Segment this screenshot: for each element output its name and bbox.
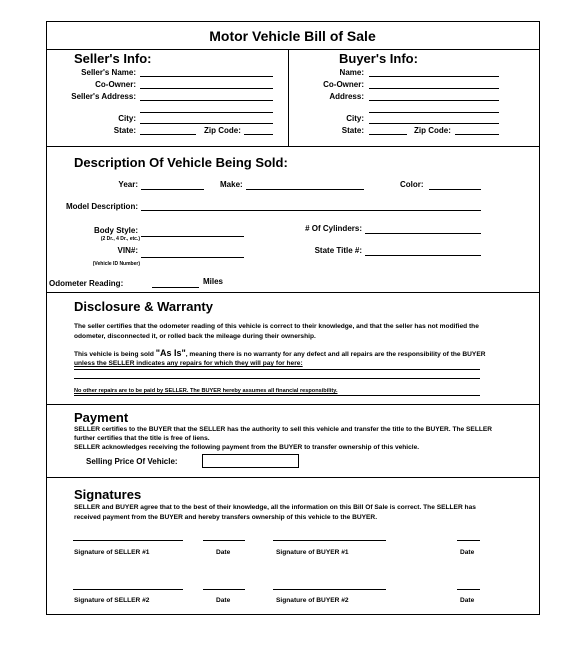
make-label: Make: [220,180,243,189]
seller-coowner-label: Co-Owner: [95,80,136,89]
seller-name-label: Seller's Name: [81,68,136,77]
buyer-address-field[interactable] [369,100,499,101]
color-label: Color: [400,180,424,189]
buyer1-signature-field[interactable] [273,540,386,541]
buyer2-signature-field[interactable] [273,589,386,590]
signatures-line1: SELLER and BUYER agree that to the best of their knowledge, all the information on this Bill Of Sale is correct. The SELLER has [74,504,476,511]
buyer2-date-label: Date [460,597,475,604]
payment-line1: SELLER certifies to the BUYER that the SELLER has the authority to sell this vehicle and transfer the title to the BUYER. The SELLER [74,426,493,433]
selling-price-label: Selling Price Of Vehicle: [86,457,178,466]
buyer-name-label: Name: [339,68,364,77]
buyer-heading: Buyer's Info: [339,51,418,66]
vin-field[interactable] [141,257,244,258]
seller-state-field[interactable] [140,134,196,135]
buyer-state-label: State: [341,126,364,135]
repairs-field-2[interactable] [74,378,480,379]
odometer-label: Odometer Reading: [49,279,124,288]
selling-price-field[interactable] [202,454,299,468]
repairs-statement: unless the SELLER indicates any repairs for which they will pay for here: [74,360,303,367]
seller1-signature-field[interactable] [73,540,183,541]
signatures-heading: Signatures [74,487,142,502]
vehicle-heading: Description Of Vehicle Being Sold: [74,155,288,170]
year-field[interactable] [141,189,204,190]
repairs-note: No other repairs are to be paid by SELLER. The BUYER hereby assumes all financial responsibility. [74,388,338,394]
seller2-signature-label: Signature of SELLER #2 [74,597,150,604]
year-label: Year: [118,180,138,189]
seller-city-label: City: [118,114,136,123]
divider-vehicle [46,292,539,293]
buyer2-date-field[interactable] [457,589,480,590]
as-is-emphasis: "As Is" [155,348,186,358]
as-is-pre: This vehicle is being sold [74,351,156,358]
buyer-zip-field[interactable] [455,134,499,135]
repairs-field-1[interactable] [74,369,480,370]
seller2-signature-field[interactable] [73,589,183,590]
vin-hint: (Vehicle ID Number) [92,261,140,267]
state-title-field[interactable] [365,255,481,256]
payment-line2: further certifies that the title is free of liens. [74,435,210,442]
document-title: Motor Vehicle Bill of Sale [209,28,376,44]
payment-line3: SELLER acknowledges receiving the following payment from the BUYER to transfer ownership of this vehicle. [74,444,420,451]
as-is-statement [74,348,486,358]
seller-heading: Seller's Info: [74,51,152,66]
buyer-zip-label: Zip Code: [414,126,451,135]
body-style-hint: (2 Dr., 4 Dr., etc.) [100,236,140,242]
miles-label: Miles [203,277,224,286]
seller-address-field-2[interactable] [140,112,273,113]
body-style-label: Body Style: [93,226,138,235]
as-is-post: , meaning there is no warranty for any defect and all repairs are the responsibility of the BUYER [185,351,486,358]
divider-title [46,49,539,50]
divider-parties [46,146,539,147]
seller1-date-label: Date [216,549,231,556]
seller-zip-label: Zip Code: [204,126,241,135]
make-field[interactable] [246,189,364,190]
buyer-address-field-2[interactable] [369,112,499,113]
divider-payment [46,477,539,478]
odometer-certification-line2: odometer, disconnected it, or rolled back the mileage during their ownership. [74,333,316,340]
buyer-coowner-label: Co-Owner: [323,80,364,89]
buyer-coowner-field[interactable] [369,88,499,89]
model-field[interactable] [141,210,481,211]
seller-state-label: State: [113,126,136,135]
buyer-address-label: Address: [329,92,364,101]
cylinders-field[interactable] [365,233,481,234]
buyer-state-field[interactable] [369,134,407,135]
disclosure-heading: Disclosure & Warranty [74,299,213,314]
signatures-line2: received payment from the BUYER and hereby transfers ownership of this vehicle to the BUYER. [74,514,378,521]
buyer-city-label: City: [346,114,364,123]
repairs-field-3[interactable] [74,395,480,396]
cylinders-label: # Of Cylinders: [305,224,362,233]
buyer1-date-field[interactable] [457,540,480,541]
buyer1-date-label: Date [460,549,475,556]
color-field[interactable] [429,189,481,190]
buyer-city-field[interactable] [369,123,499,124]
buyer-name-field[interactable] [369,76,499,77]
seller1-date-field[interactable] [203,540,245,541]
seller-city-field[interactable] [140,123,273,124]
odometer-certification-line1: The seller certifies that the odometer reading of this vehicle is correct to their knowledge, and that the seller has not modified the [74,323,479,330]
body-style-field[interactable] [141,236,244,237]
buyer2-signature-label: Signature of BUYER #2 [276,597,349,604]
seller-coowner-field[interactable] [140,88,273,89]
seller-zip-field[interactable] [244,134,273,135]
divider-seller-buyer [288,49,289,146]
vin-label: VIN#: [117,246,138,255]
form-border [46,21,540,615]
buyer1-signature-label: Signature of BUYER #1 [276,549,349,556]
divider-disclosure [46,404,539,405]
state-title-label: State Title #: [314,246,362,255]
seller2-date-field[interactable] [203,589,245,590]
model-label: Model Description: [65,202,138,211]
seller2-date-label: Date [216,597,231,604]
payment-heading: Payment [74,410,129,425]
seller1-signature-label: Signature of SELLER #1 [74,549,150,556]
seller-address-label: Seller's Address: [71,92,136,101]
seller-name-field[interactable] [140,76,273,77]
odometer-field[interactable] [152,287,199,288]
seller-address-field[interactable] [140,100,273,101]
